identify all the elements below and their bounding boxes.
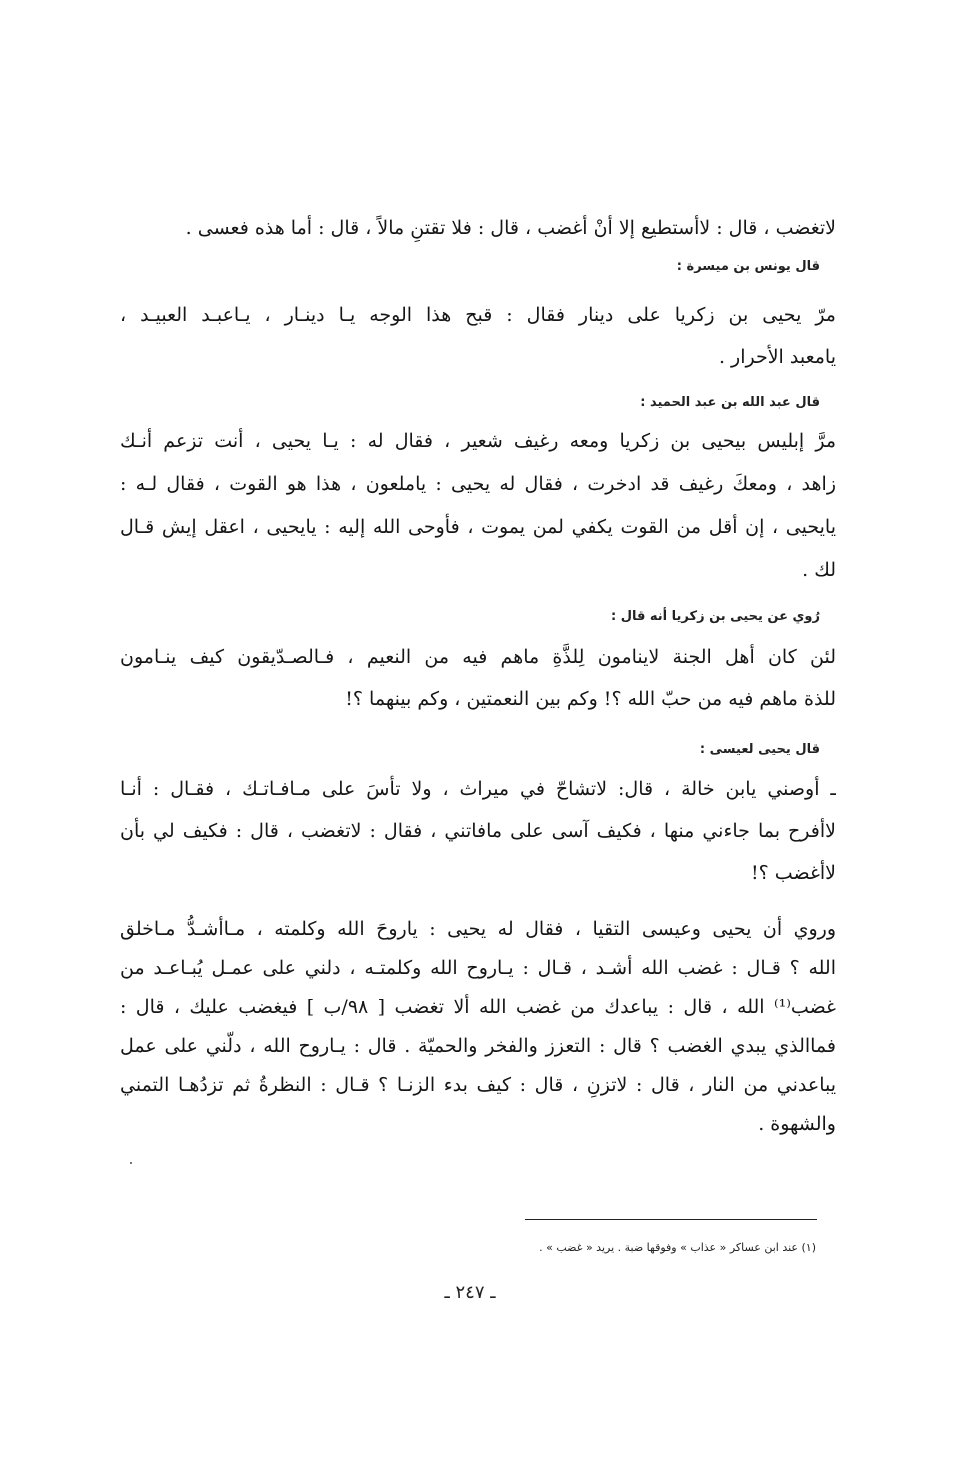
- paragraph-1: [120, 213, 836, 243]
- paragraph-3-line-4: لك .: [802, 559, 836, 581]
- scan-speck: [130, 1162, 132, 1164]
- paragraph-4-line-2: للذة ماهم فيه من حبّ الله ؟! وكم بين النعمتين ، وكم بينهما ؟!: [345, 688, 836, 710]
- page-number: ـ ٢٤٧ ـ: [444, 1282, 496, 1303]
- paragraph-2-line-2: يامعبد الأحرار .: [718, 346, 836, 368]
- paragraph-3-line-2: زاهد ، ومعكَ رغيف قد ادخرت ، فقال له يحيى : ياملعون ، هذا هو القوت ، فقال لـه :: [120, 473, 836, 495]
- paragraph-2-line-1: مرّ يحيى بن زكريا على دينار فقال : قبح هذا الوجه يـا دينـار ، يـاعبـد العبيـد ،: [120, 304, 836, 326]
- paragraph-6-line-6: والشهوة .: [758, 1113, 836, 1135]
- paragraph-5-line-3: لاأغضب ؟!: [751, 862, 836, 884]
- paragraph-3-line-1: مرَّ إبليس بيحيى بن زكريا ومعه رغيف شعير ، فقال له : يـا يحيى ، أنت تزعم أنـك: [120, 430, 836, 452]
- paragraph-1-line-1: لاتغضب ، قال : لاأستطيع إلا أنْ أغضب ، قال : فلا تقتنِ مالاً ، قال : أما هذه فعسى .: [185, 217, 836, 239]
- paragraph-2: [120, 294, 836, 378]
- heading-yahya-to-isa: قال يحيى لعيسى :: [699, 742, 820, 757]
- paragraph-6-line-5: يباعدني من النار ، قال : لاتزنِ ، قال : كيف بدء الزنـا ؟ قـال : النظرةُ ثم تزدُهـا التمني: [120, 1074, 836, 1096]
- paragraph-3-line-3: يايحيى ، إن أقل من القوت يكفي لمن يموت ، فأوحى الله إليه : يايحيى ، اعقل إيش قـال: [120, 516, 836, 538]
- paragraph-6-line-1: وروي أن يحيى وعيسى التقيا ، فقال له يحيى : ياروحَ الله وكلمته ، مـاأشـدُّ مـاخلق: [120, 918, 836, 940]
- footnote-separator: [525, 1219, 817, 1220]
- paragraph-6: [120, 910, 836, 1144]
- paragraph-6-line-3: غضب⁽¹⁾ الله ، قال : يباعدك من غضب الله ألا تغضب [ ٩٨/ب ] فيغضب عليك ، قال :: [120, 996, 836, 1018]
- heading-yunus-ibn-maysara: قال يونس بن ميسرة :: [676, 259, 820, 274]
- heading-abdullah-ibn-abd-al-hamid: قال عبد الله بن عبد الحميد :: [640, 395, 820, 410]
- paragraph-6-line-4: فماالذي يبدي الغضب ؟ قال : التعزز والفخر والحميّة . قال : يـاروح الله ، دلّني على عمل: [120, 1035, 836, 1057]
- footnote: (١) عند ابن عساكر « عذاب » وفوقها ضبة . يريد « غضب » .: [539, 1241, 816, 1254]
- paragraph-4: [120, 636, 836, 720]
- paragraph-3: [120, 420, 836, 592]
- paragraph-4-line-1: لئن كان أهل الجنة لاينامون لِلذَّةِ ماهم فيه من النعيم ، فـالصـدّيقون كيف ينـامون: [120, 646, 836, 668]
- heading-narrated-from-yahya: رُوي عن يحيى بن زكريا أنه قال :: [610, 609, 820, 624]
- paragraph-6-line-2: الله ؟ قـال : غضب الله أشـد ، قـال : يـاروح الله وكلمتـه ، دلني على عمـل يُبـاعـد من: [120, 957, 836, 979]
- paragraph-5: [120, 768, 836, 894]
- paragraph-5-line-1: ـ أوصني يابن خالة ، قال: لاتشاحّ في ميراث ، ولا تأسَ على مـافـاتـك ، فقـال : أنـا: [120, 778, 836, 800]
- paragraph-5-line-2: لاأفرح بما جاءني منها ، فكيف آسى على مافاتني ، فقال : لاتغضب ، قال : فكيف لي بأن: [120, 820, 836, 842]
